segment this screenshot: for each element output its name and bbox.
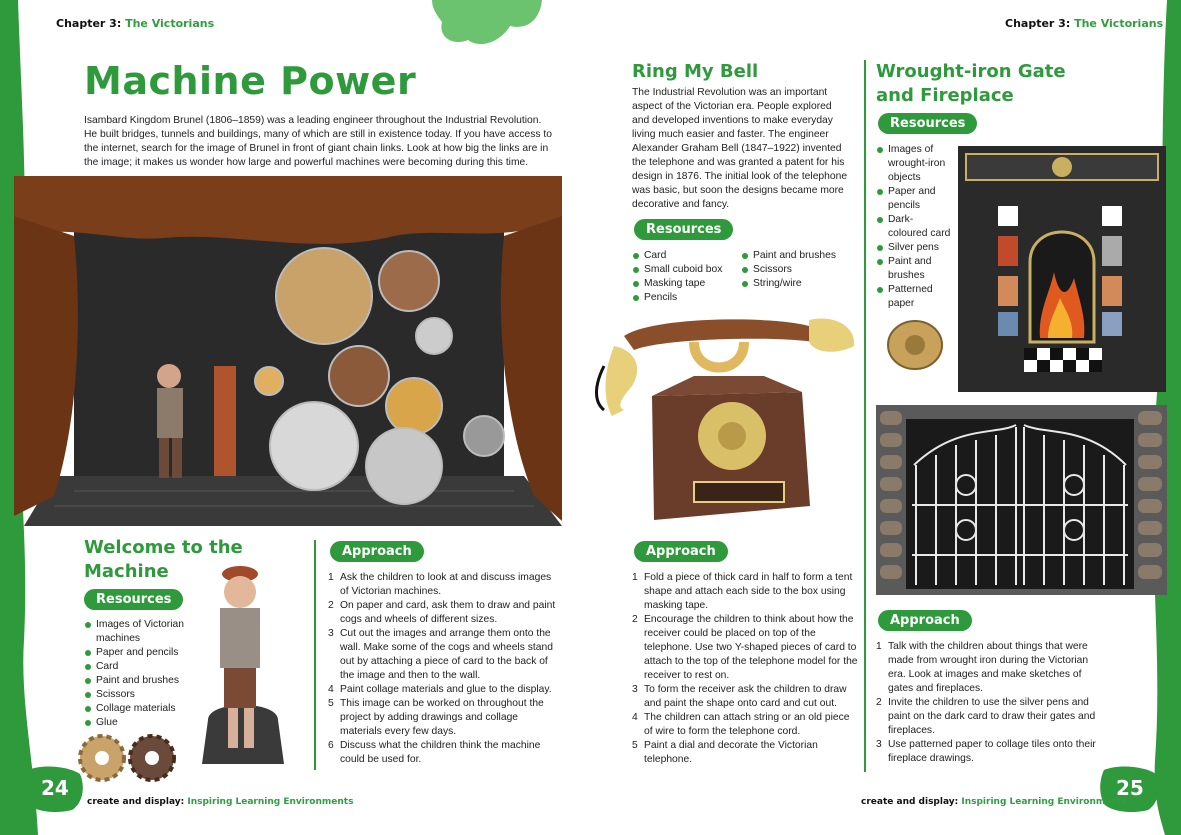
resources-label: Resources [634, 219, 733, 240]
approach-steps [632, 571, 858, 767]
list-item: Silver pens [876, 241, 952, 255]
patterned-tile-illustration [886, 319, 944, 371]
column-divider [864, 60, 866, 772]
cog-illustrations [76, 730, 180, 786]
list-item: 1 Talk with the children about things that were made from wrought iron during the Victorian era. Look at images and make sketches of gates and fireplaces. [876, 641, 1089, 694]
resources-label: Resources [878, 113, 977, 134]
intro-paragraph: Isambard Kingdom Brunel (1806–1859) was a leading engineer throughout the Industrial Revolution. He built bridges, tunnels and buildings, many of which are still in existence today. If you have access to the internet, search for the image of Brunel in front of giant chain links. Look at how big the links are in the image; it makes us wonder how large and powerful machines were becoming during this time. [84, 115, 553, 168]
resources-list-2 [741, 249, 851, 291]
approach-label: Approach [330, 541, 424, 562]
top-paint-splash [432, 0, 542, 52]
list-item: 5 Paint a dial and decorate the Victorian telephone. [632, 740, 818, 765]
chapter-label: Chapter 3: [1005, 17, 1071, 30]
list-item: 3 To form the receiver ask the children to draw and paint the shape onto card and cut out. [632, 684, 847, 709]
resources-list [632, 249, 740, 305]
list-item: 2 Invite the children to use the silver pens and paint on the dark card to draw their gates and fireplaces. [876, 697, 1096, 736]
list-item: 6 Discuss what the children think the machine could be used for. [328, 740, 541, 765]
list-item: 2 Encourage the children to think about how the receiver could be placed on top of the telephone. Use two Y-shaped pieces of card to attach to the top of the telephone model for the receiver to rest on. [632, 614, 858, 681]
list-item: 3 Cut out the images and arrange them onto the wall. Make some of the cogs and wheels stand out by attaching a piece of card to the back of the image and then to the wall. [328, 628, 553, 681]
list-item: 1 Ask the children to look at and discuss images of Victorian machines. [328, 572, 552, 597]
list-item: String/wire [741, 277, 851, 291]
list-item: Paint and brushes [876, 255, 952, 283]
list-item: Paint and brushes [741, 249, 851, 263]
fireplace-illustration [954, 142, 1170, 396]
chapter-topic: The Victorians [125, 17, 215, 30]
list-item: 3 Use patterned paper to collage tiles onto their fireplace drawings. [876, 739, 1096, 764]
list-item: Card [632, 249, 740, 263]
footer-left: create and display: Inspiring Learning Environments [87, 797, 354, 807]
list-item: Paper and pencils [876, 185, 952, 213]
page-number-left: 24 [41, 776, 69, 800]
resources-list [876, 143, 952, 311]
resources-label: Resources [84, 589, 183, 610]
list-item: 5 This image can be worked on throughout the project by adding drawings and collage materials every few days. [328, 698, 544, 737]
list-item: Scissors [741, 263, 851, 277]
list-item: 2 On paper and card, ask them to draw and paint cogs and wheels of different sizes. [328, 600, 556, 625]
approach-label: Approach [634, 541, 728, 562]
telephone-illustration [594, 306, 860, 538]
ring-my-bell-title: Ring My Bell [632, 61, 759, 82]
chapter-label: Chapter 3: [56, 17, 122, 30]
list-item: Collage materials [84, 702, 192, 716]
ring-my-bell-intro: The Industrial Revolution was an important aspect of the Victorian era. People explored and developed inventions to make everyday living much easier and faster. The engineer Alexander Graham Bell (1847–1922) invented the telephone and was granted a patent for his design in 1876. The initial look of the telephone was basic, but soon the designs became more decorative and fancy. [632, 87, 848, 210]
column-divider [314, 540, 316, 770]
list-item: Small cuboid box [632, 263, 740, 277]
list-item: Patterned paper [876, 283, 952, 311]
chapter-topic: The Victorians [1074, 17, 1164, 30]
wrought-iron-title: Wrought-iron Gate and Fireplace [876, 61, 1066, 106]
welcome-section-title: Welcome to the Machine [84, 537, 243, 582]
page-number-right: 25 [1116, 776, 1144, 800]
list-item: 4 The children can attach string or an old piece of wire to form the telephone cord. [632, 712, 850, 737]
victorian-boy-illustration [188, 560, 296, 764]
list-item: Dark-coloured card [876, 213, 952, 241]
list-item: Images of Victorian machines [84, 618, 192, 646]
list-item: Pencils [632, 291, 740, 305]
list-item: Masking tape [632, 277, 740, 291]
list-item: Paint and brushes [84, 674, 192, 688]
list-item: Scissors [84, 688, 192, 702]
resources-list [84, 618, 192, 730]
list-item: Card [84, 660, 192, 674]
list-item: Glue [84, 716, 192, 730]
running-head-left [56, 17, 214, 30]
running-head-right [1005, 17, 1163, 30]
machine-display-photo [14, 176, 562, 528]
wrought-iron-gate-illustration [876, 405, 1167, 595]
footer-right: create and display: Inspiring Learning Environments [861, 797, 1128, 807]
page-title: Machine Power [84, 59, 417, 103]
list-item: Images of wrought-iron objects [876, 143, 952, 185]
list-item: 1 Fold a piece of thick card in half to form a tent shape and attach each side to the box using masking tape. [632, 572, 853, 611]
list-item: Paper and pencils [84, 646, 192, 660]
approach-label: Approach [878, 610, 972, 631]
list-item: 4 Paint collage materials and glue to the display. [328, 684, 552, 695]
approach-steps [328, 571, 556, 767]
approach-steps [876, 640, 1104, 766]
